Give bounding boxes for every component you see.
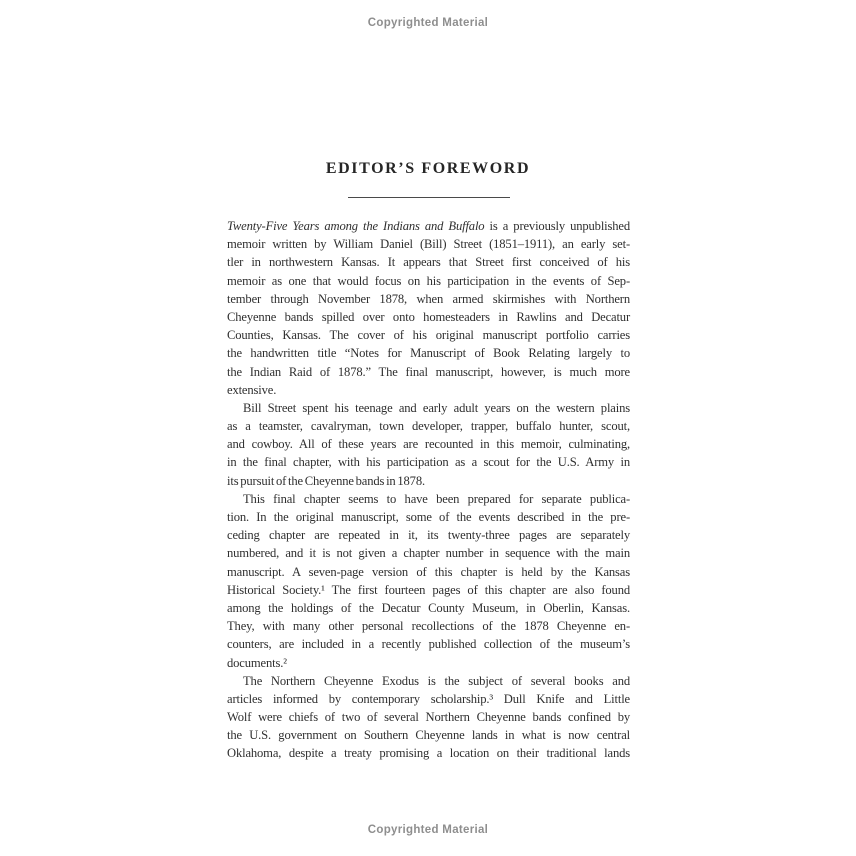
title-rule-divider [348,197,510,198]
text-line: tler in northwestern Kansas. It appears that Street first conceived of his [227,255,630,270]
text-line: tion. In the original manuscript, some of the events described in the pre- [227,510,630,524]
text-line: in the final chapter, with his participation as a scout for the U.S. Army in [227,455,630,470]
text-line: among the holdings of the Decatur County Museum, in Oberlin, Kansas. [227,600,630,615]
text-line: the U.S. government on Southern Cheyenne lands in what is now central [227,728,630,743]
text-line: documents.² [227,655,287,670]
body-text [227,217,630,763]
text-line: its pursuit of the Cheyenne bands in 1878. [227,473,425,488]
text-line: Historical Society.¹ The first fourteen pages of this chapter are also found [227,582,630,597]
text-line: Oklahoma, despite a treaty promising a location on their traditional lands [227,746,630,761]
text-line: Bill Street spent his teenage and early adult years on the western plains [243,400,630,415]
text-line: the Indian Raid of 1878.” The final manuscript, however, is much more [227,364,630,379]
text-line: tember through November 1878, when armed skirmishes with Northern [227,291,630,306]
text-line: numbered, and it is not given a chapter number in sequence with the main [227,546,630,561]
book-title-italic: Twenty-Five Years among the Indians and Buffalo [227,219,485,233]
text-line: the handwritten title “Notes for Manuscript of Book Relating largely to [227,346,630,361]
text-line: extensive. [227,382,277,397]
text-line: They, with many other personal recollections of the 1878 Cheyenne en- [227,619,630,634]
text-line: manuscript. A seven-page version of this chapter is held by the Kansas [227,564,630,579]
text-line: as a teamster, cavalryman, town developer, trapper, buffalo hunter, scout, [227,419,630,434]
text-line: memoir as one that would focus on his participation in the events of Sep- [227,273,630,288]
text-line: This final chapter seems to have been prepared for separate publica- [243,491,630,506]
text-line: articles informed by contemporary scholarship.³ Dull Knife and Little [227,691,630,706]
text-line: counters, are included in a recently published collection of the museum’s [227,637,630,652]
text-line: Cheyenne bands spilled over onto homesteaders in Rawlins and Decatur [227,309,630,324]
copyright-notice-bottom: Copyrighted Material [367,824,489,836]
text-line: The Northern Cheyenne Exodus is the subject of several books and [243,673,630,688]
text-line: and cowboy. All of these years are recounted in this memoir, culminating, [227,437,630,452]
text-line: ceding chapter are repeated in it, its twenty-three pages are separately [227,528,630,543]
text-line: Twenty-Five Years among the Indians and Buffalo is a previously unpublished [227,219,630,233]
text-line: Wolf were chiefs of two of several Northern Cheyenne bands confined by [227,710,630,725]
copyright-notice-top: Copyrighted Material [367,17,489,29]
text-line: Counties, Kansas. The cover of his original manuscript portfolio carries [227,328,630,343]
foreword-title: EDITOR’S FOREWORD [325,160,531,177]
text-line: memoir written by William Daniel (Bill) Street (1851–1911), an early set- [227,237,630,252]
